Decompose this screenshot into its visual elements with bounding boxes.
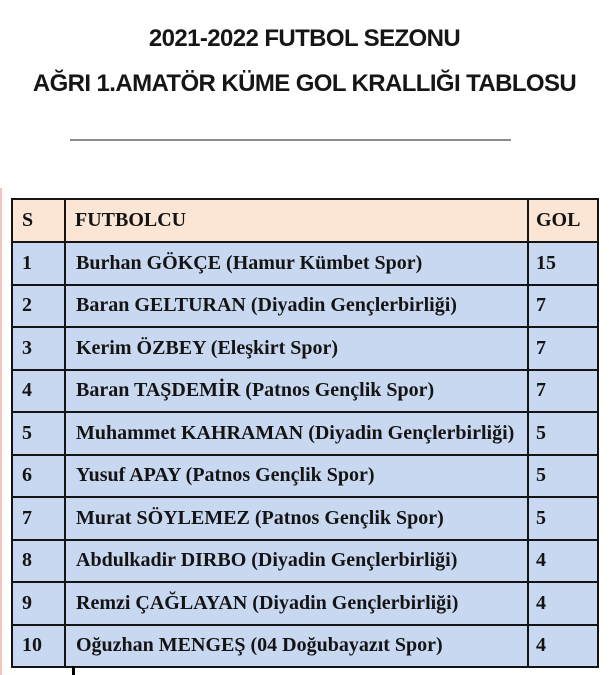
rank-cell: 4 [12, 370, 65, 413]
table-row [12, 582, 598, 625]
goals-cell: 15 [528, 242, 598, 285]
rank-cell: 2 [12, 285, 65, 328]
table-row [12, 285, 598, 328]
table-row [12, 455, 598, 498]
player-cell: Baran GELTURAN (Diyadin Gençlerbirliği) [65, 285, 528, 328]
horizontal-rule [70, 139, 511, 141]
table-row [12, 625, 598, 668]
page-subtitle: AĞRI 1.AMATÖR KÜME GOL KRALLIĞI TABLOSU [32, 70, 577, 97]
goal-kings-table [11, 198, 599, 668]
player-cell: Kerim ÖZBEY (Eleşkirt Spor) [65, 327, 528, 370]
player-cell: Abdulkadir DIRBO (Diyadin Gençlerbirliği) [65, 540, 528, 583]
rank-cell: 8 [12, 540, 65, 583]
table-row [12, 370, 598, 413]
goals-cell: 7 [528, 370, 598, 413]
header-row [12, 199, 598, 242]
player-cell: Murat SÖYLEMEZ (Patnos Gençlik Spor) [65, 497, 528, 540]
player-cell: Oğuzhan MENGEŞ (04 Doğubayazıt Spor) [65, 625, 528, 668]
goals-cell: 5 [528, 455, 598, 498]
rank-cell: 7 [12, 497, 65, 540]
player-cell: Muhammet KAHRAMAN (Diyadin Gençlerbirliği) [65, 412, 528, 455]
table-body [12, 242, 598, 667]
table-row [12, 497, 598, 540]
goals-column-header: GOL [528, 199, 598, 242]
rank-cell: 5 [12, 412, 65, 455]
rank-cell: 6 [12, 455, 65, 498]
goals-cell: 7 [528, 285, 598, 328]
goals-cell: 7 [528, 327, 598, 370]
rank-cell: 9 [12, 582, 65, 625]
player-cell: Remzi ÇAĞLAYAN (Diyadin Gençlerbirliği) [65, 582, 528, 625]
player-cell: Baran TAŞDEMİR (Patnos Gençlik Spor) [65, 370, 528, 413]
table-header [12, 199, 598, 242]
table-row [12, 412, 598, 455]
goals-cell: 5 [528, 412, 598, 455]
rank-cell: 3 [12, 327, 65, 370]
goals-cell: 4 [528, 540, 598, 583]
rank-cell: 1 [12, 242, 65, 285]
player-cell: Burhan GÖKÇE (Hamur Kümbet Spor) [65, 242, 528, 285]
goals-cell: 4 [528, 625, 598, 668]
goals-cell: 5 [528, 497, 598, 540]
table-row [12, 327, 598, 370]
table-row [12, 540, 598, 583]
rank-column-header: S [12, 199, 65, 242]
left-edge-artifact [0, 188, 2, 675]
player-column-header: FUTBOLCU [65, 199, 528, 242]
goals-cell: 4 [528, 582, 598, 625]
page-title: 2021-2022 FUTBOL SEZONU [148, 25, 461, 52]
table-row [12, 242, 598, 285]
rank-cell: 10 [12, 625, 65, 668]
player-cell: Yusuf APAY (Patnos Gençlik Spor) [65, 455, 528, 498]
text-cursor [72, 666, 75, 675]
